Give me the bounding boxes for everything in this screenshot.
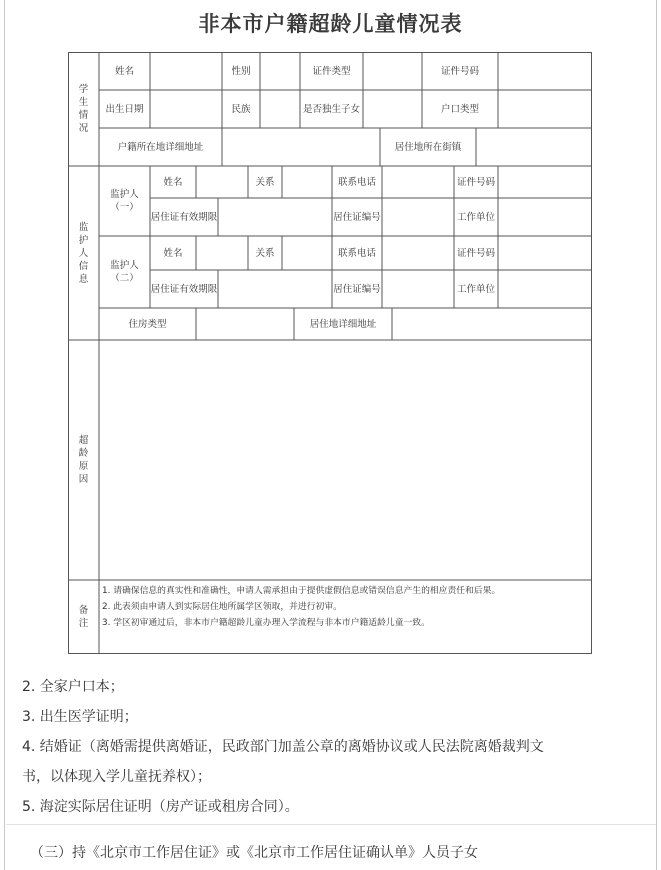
note-3: 3. 学区初审通过后，非本市户籍超龄儿童办理入学流程与非本市户籍适龄儿童一致。 [102,618,430,628]
guardian2-label: 监护人（二） [110,260,139,284]
student-birth-label: 出生日期 [105,103,144,115]
residence-address-label: 居住地详细地址 [309,318,377,330]
student-ethnicity-label: 民族 [231,103,251,115]
guardian2-relation-label: 关系 [255,247,275,259]
guardian1-phone-label: 联系电话 [337,176,376,188]
guardian1-permit-valid-label: 居住证有效期限 [150,211,218,223]
right-border [656,0,657,870]
note-1: 1. 请确保信息的真实性和准确性，申请人需承担由于提供虚假信息或错误信息产生的相应责任和后果。 [102,586,501,596]
hukou-address-label: 户籍所在地详细地址 [117,141,204,153]
guardian2-phone-label: 联系电话 [337,247,376,259]
list-item-4-line1: 4. 结婚证（离婚需提供离婚证，民政部门加盖公章的离婚协议或人民法院离婚裁判文 [22,739,544,755]
housing-type-label: 住房类型 [128,318,167,330]
note-2: 2. 此表须由申请人到实际居住地所属学区领取，并进行初审。 [102,602,342,612]
list-item-2: 2. 全家户口本； [22,679,124,695]
guardian2-permit-no-label: 居住证编号 [333,283,381,295]
guardian1-employer-label: 工作单位 [456,211,495,223]
guardian-section-label: 监 护 人 信 息 [78,221,89,285]
student-only-child-label: 是否独生子女 [302,103,360,115]
section-heading: （三）持《北京市工作居住证》或《北京市工作居住证确认单》人员子女 [30,845,478,861]
guardian1-relation-label: 关系 [255,176,275,188]
reason-section-label: 超 龄 原 因 [78,435,89,485]
remarks-section-label: 备 注 [78,605,89,629]
student-id-number-label: 证件号码 [440,65,479,77]
left-border [4,0,5,870]
guardian1-id-label: 证件号码 [456,176,495,188]
guardian2-name-label: 姓名 [163,247,183,259]
student-id-type-label: 证件类型 [312,65,351,77]
residence-street-label: 居住地所在街镇 [394,141,462,153]
guardian1-name-label: 姓名 [163,176,183,188]
list-item-3: 3. 出生医学证明； [22,709,138,725]
student-name-label: 姓名 [114,65,134,77]
application-form [68,52,592,654]
page-title: 非本市户籍超龄儿童情况表 [198,11,463,36]
remarks-notes [100,583,588,631]
divider [6,824,656,825]
student-section-label: 学 生 情 况 [78,84,89,134]
student-hukou-type-label: 户口类型 [440,103,479,115]
guardian1-label: 监护人（一） [110,189,139,213]
guardian2-employer-label: 工作单位 [456,283,495,295]
guardian2-permit-valid-label: 居住证有效期限 [150,283,218,295]
guardian1-permit-no-label: 居住证编号 [333,211,381,223]
list-item-5: 5. 海淀实际居住证明（房产证或租房合同）。 [22,799,299,815]
list-item-4-line2: 书，以体现入学儿童抚养权）； [22,769,211,785]
student-gender-label: 性别 [231,65,251,77]
guardian2-id-label: 证件号码 [456,247,495,259]
